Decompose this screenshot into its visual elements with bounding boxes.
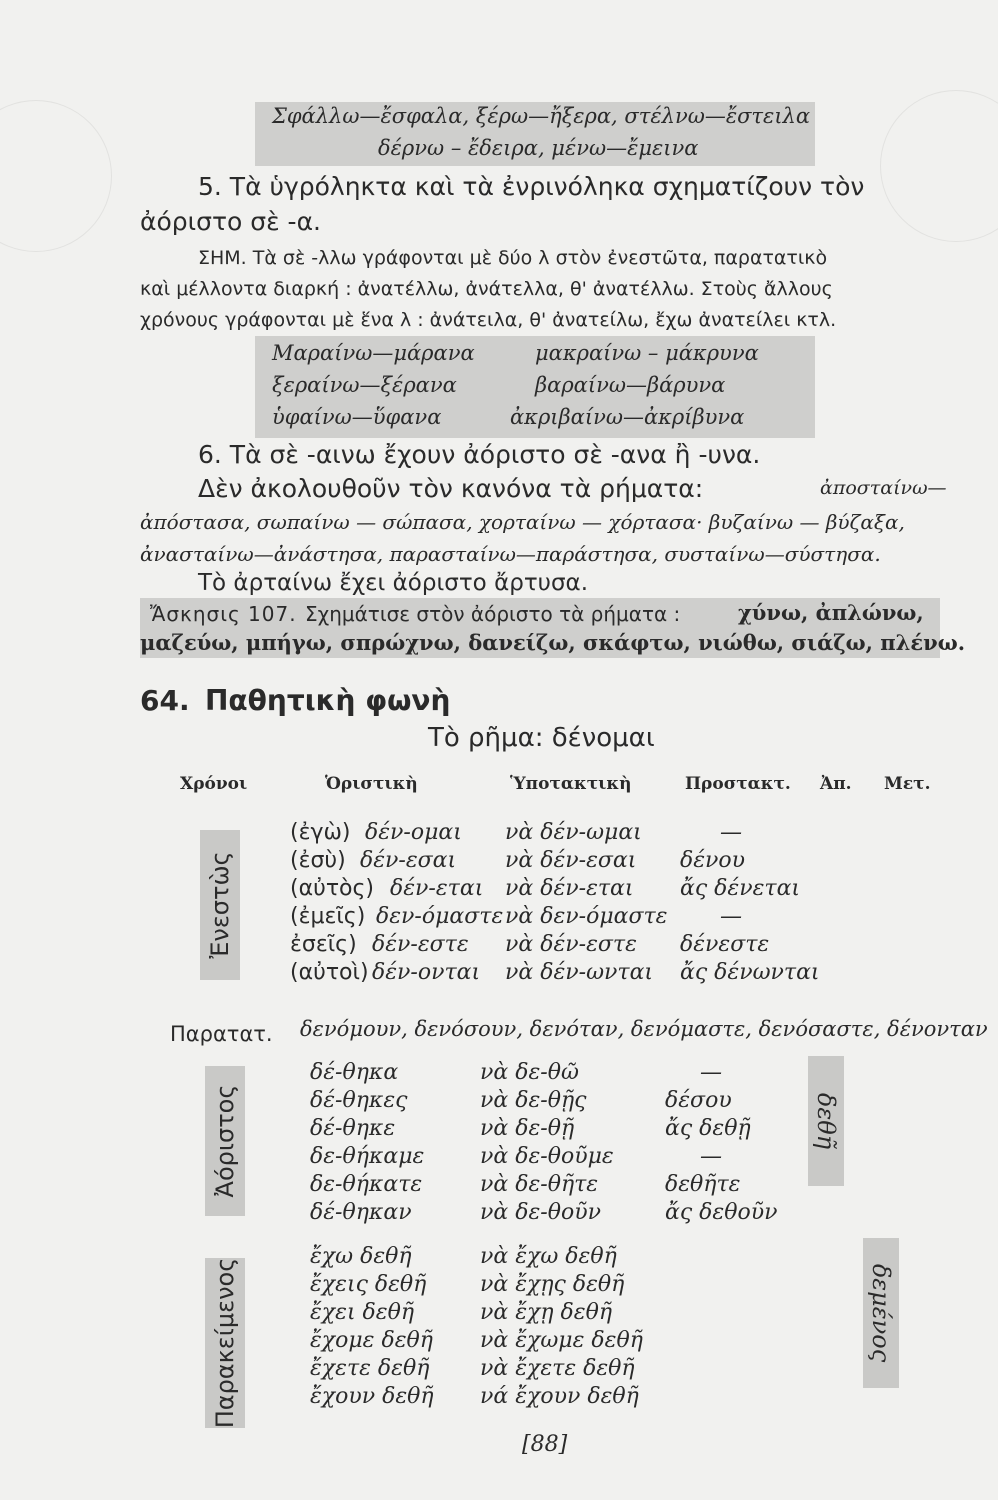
section-subtitle: Τὸ ρῆμα: δένομαι xyxy=(428,723,655,753)
imperative-form: ἄς δένεται xyxy=(680,876,801,901)
rule-text: 5. Τὰ ὑγρόληκτα καὶ τὰ ἐνρινόληκα σχηματίζουν τὸν xyxy=(198,172,865,201)
indicative-form: δέ-θηκαν xyxy=(310,1200,412,1225)
example-pair: μακραίνω – μάκρυνα xyxy=(535,341,759,365)
note-text: καὶ μέλλοντα διαρκή : ἀνατέλλω, ἀνάτελλα, θ' ἀνατέλλω. Στοὺς ἄλλους xyxy=(140,278,833,300)
aorist-infinitive: δεθῆ xyxy=(808,1056,844,1186)
rule-text: Τὸ ἀρταίνω ἔχει ἀόριστο ἄρτυσα. xyxy=(198,570,589,596)
subjunctive-form: νὰ ἔχετε δεθῆ xyxy=(480,1356,635,1381)
header-participle: Μετ. xyxy=(884,774,931,794)
imperative-form: — xyxy=(720,820,742,845)
imperfect-forms: δενόμουν, δενόσουν, δενόταν, δενόμαστε, δενόσαστε, δένονταν xyxy=(300,1017,988,1041)
subjunctive-form: νὰ δεν-όμαστε xyxy=(505,904,668,929)
pronoun: (αὐτοὶ) xyxy=(290,960,369,985)
tense-label-imperfect: Παρατατ. xyxy=(170,1022,273,1046)
note-text: χρόνους γράφονται μὲ ἕνα λ : ἀνάτειλα, θ' ἀνατείλω, ἔχω ἀνατείλει κτλ. xyxy=(140,309,837,331)
pronoun: ἐσεῖς) xyxy=(290,932,357,957)
indicative-form: ἔχω δεθῆ xyxy=(310,1244,412,1269)
indicative-form: ἔχετε δεθῆ xyxy=(310,1356,430,1381)
header-indicative: Ὁριστικὴ xyxy=(325,774,418,794)
subjunctive-form: νὰ δε-θῇ xyxy=(480,1116,575,1141)
subjunctive-form: νὰ δέν-εσαι xyxy=(505,848,637,873)
imperative-form: ἄς δεθοῦν xyxy=(665,1200,778,1225)
imperative-form: ἄς δένωνται xyxy=(680,960,820,985)
indicative-form: δέν-εστε xyxy=(372,932,469,957)
indicative-form: δέ-θηκες xyxy=(310,1088,408,1113)
page-number: [88] xyxy=(522,1432,568,1457)
subjunctive-form: νὰ ἔχῃ δεθῆ xyxy=(480,1300,613,1325)
imperative-form: δεθῆτε xyxy=(665,1172,741,1197)
example-line: δέρνω – ἔδειρα, μένω—ἔμεινα xyxy=(378,136,699,160)
imperative-form: — xyxy=(700,1144,722,1169)
imperative-form: δένου xyxy=(680,848,746,873)
indicative-form: δέ-θηκε xyxy=(310,1116,396,1141)
exercise-verbs: χύνω, ἀπλώνω, xyxy=(738,600,924,625)
indicative-form: ἔχουν δεθῆ xyxy=(310,1384,434,1409)
rule-text: 6. Τὰ σὲ -αινω ἔχουν ἀόριστο σὲ -ανα ἢ -υνα. xyxy=(198,440,761,469)
imperative-form: — xyxy=(720,904,742,929)
indicative-form: δεν-όμαστε xyxy=(376,904,504,929)
example-pair: ὑφαίνω—ὕφανα xyxy=(272,405,442,429)
rule-text: Δὲν ἀκολουθοῦν τὸν κανόνα τὰ ρήματα: xyxy=(198,474,704,503)
indicative-form: δέ-θηκα xyxy=(310,1060,399,1085)
bleed-through-mark xyxy=(880,90,998,242)
indicative-form: ἔχει δεθῆ xyxy=(310,1300,415,1325)
indicative-form: δέν-εται xyxy=(390,876,484,901)
header-infinitive: Ἀπ. xyxy=(820,774,852,794)
example-pair: Μαραίνω—μάρανα xyxy=(272,341,475,365)
subjunctive-form: νὰ δε-θοῦν xyxy=(480,1200,601,1225)
tense-label-perfect: Παρακείμενος xyxy=(205,1258,245,1428)
header-subjunctive: Ὑποτακτικὴ xyxy=(510,774,632,794)
subjunctive-form: νὰ δε-θοῦμε xyxy=(480,1144,614,1169)
bleed-through-mark xyxy=(0,100,112,252)
header-imperative: Προστακτ. xyxy=(685,774,791,794)
subjunctive-form: νὰ ἔχω δεθῆ xyxy=(480,1244,617,1269)
rule-text: ἀόριστο σὲ -α. xyxy=(140,207,321,236)
imperative-form: ἄς δεθῇ xyxy=(665,1116,751,1141)
pronoun: (ἐγὼ) xyxy=(290,820,351,845)
subjunctive-form: νὰ δέν-εται xyxy=(505,876,634,901)
exercise-instruction: Σχημάτισε στὸν ἀόριστο τὰ ρήματα : xyxy=(305,602,681,626)
subjunctive-form: νὰ δέν-ωμαι xyxy=(505,820,642,845)
example-line: Σφάλλω—ἔσφαλα, ξέρω—ἤξερα, στέλνω—ἔστειλα xyxy=(272,104,811,128)
tense-label-aorist: Ἀόριστος xyxy=(205,1066,245,1216)
section-title: Παθητικὴ φωνὴ xyxy=(205,684,451,717)
indicative-form: δε-θήκατε xyxy=(310,1172,423,1197)
indicative-form: δέν-ομαι xyxy=(365,820,462,845)
indicative-form: δε-θήκαμε xyxy=(310,1144,425,1169)
indicative-form: ἔχομε δεθῆ xyxy=(310,1328,433,1353)
imperative-form: δένεστε xyxy=(680,932,770,957)
imperative-form: δέσου xyxy=(665,1088,732,1113)
subjunctive-form: νὰ δέν-εστε xyxy=(505,932,637,957)
rule-text: ἀποσταίνω— xyxy=(820,477,947,499)
pronoun: (ἐμεῖς) xyxy=(290,904,366,929)
subjunctive-form: νὰ δέν-ωνται xyxy=(505,960,654,985)
pronoun: (αὐτὸς) xyxy=(290,876,375,901)
section-number: 64. xyxy=(140,684,190,717)
note-text: ΣΗΜ. Τὰ σὲ -λλω γράφονται μὲ δύο λ στὸν ἐνεστῶτα, παρατατικὸ xyxy=(198,247,828,269)
rule-text: ἀπόστασα, σωπαίνω — σώπασα, χορταίνω — χόρτασα· βυζαίνω — βύζαξα, xyxy=(140,510,905,534)
header-tenses: Χρόνοι xyxy=(180,774,248,794)
indicative-form: ἔχεις δεθῆ xyxy=(310,1272,427,1297)
subjunctive-form: νὰ δε-θῶ xyxy=(480,1060,579,1085)
subjunctive-form: νὰ ἔχῃς δεθῆ xyxy=(480,1272,625,1297)
exercise-verbs: μαζεύω, μπήγω, σπρώχνω, δανείζω, σκάφτω, νιώθω, σιάζω, πλένω. xyxy=(140,630,966,655)
exercise-label: Ἄσκησις 107. xyxy=(150,602,297,626)
subjunctive-form: νά ἔχουν δεθῆ xyxy=(480,1384,639,1409)
subjunctive-form: νὰ δε-θῇς xyxy=(480,1088,587,1113)
pronoun: (ἐσὺ) xyxy=(290,848,346,873)
tense-label-present: Ἐνεστὼς xyxy=(200,830,240,980)
example-pair: ἀκριβαίνω—ἀκρίβυνα xyxy=(510,405,745,429)
rule-text: ἀνασταίνω—ἀνάστησα, παρασταίνω—παράστησα, συσταίνω—σύστησα. xyxy=(140,542,881,566)
indicative-form: δέν-εσαι xyxy=(360,848,457,873)
subjunctive-form: νὰ ἔχωμε δεθῆ xyxy=(480,1328,643,1353)
example-pair: ξεραίνω—ξέρανα xyxy=(272,373,457,397)
imperative-form: — xyxy=(700,1060,722,1085)
subjunctive-form: νὰ δε-θῆτε xyxy=(480,1172,599,1197)
perfect-participle: δεμένος xyxy=(863,1238,899,1388)
indicative-form: δέν-ονται xyxy=(372,960,481,985)
example-pair: βαραίνω—βάρυνα xyxy=(535,373,726,397)
